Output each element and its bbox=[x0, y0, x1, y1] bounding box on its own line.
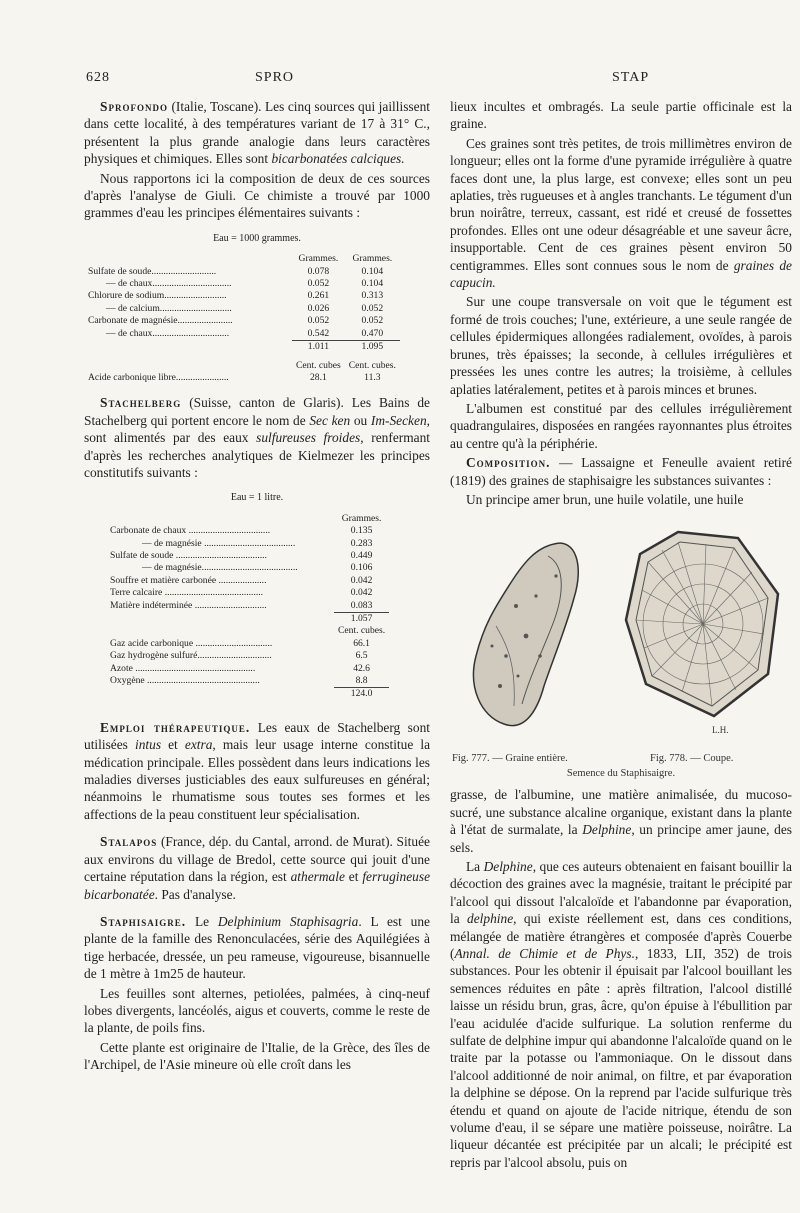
entry-text: ou bbox=[350, 412, 371, 428]
running-head-right: STAP bbox=[612, 70, 650, 85]
table-cell: 0.052 bbox=[307, 278, 330, 290]
table-cell: 0.042 bbox=[350, 587, 373, 599]
paragraph-text: , 1833, LII, 352) de trois substances. Pour les obtenir il épuisait par l'alcool bouillant les semences réduites en pâte : après filtration, l'alcool distillé laisse un résidu brun, gras, âcre, qu'on épuise à l'ébullition par l'eau acidulée d'acide sulfurique. La solution renferme du sulfate de delphine impur qui abandonne l'alcaloïde quand on le traite par la potasse ou l'ammoniaque. On le dissout dans l'alcool additionné de noir animal, on filtre, et par évaporation la delphine se dépose. On la reprend par l'acide sulfurique très étendu et quand on ajoute de l'acide nitrique, étendu de son volume d'eau, il se sépare une matière poisseuse, noirâtre. La liqueur décantée est précipitée par un alcali; le précipité est repris par l'alcool absolu, puis on bbox=[450, 946, 793, 1170]
table-cell: Acide carbonique libre...................... bbox=[88, 371, 229, 383]
table-cell: Carbonate de chaux .................................. bbox=[110, 525, 271, 537]
composition-table-giuli bbox=[84, 253, 400, 384]
table-cell: 0.283 bbox=[350, 537, 373, 549]
table-row bbox=[106, 675, 389, 688]
table-cell: 0.052 bbox=[307, 315, 330, 327]
whole-seed-illustration bbox=[456, 536, 606, 736]
entry-emphasis: intus bbox=[134, 737, 162, 753]
table-header bbox=[84, 253, 292, 265]
table-cell: Carbonate de magnésie....................... bbox=[88, 315, 233, 327]
entry-text: et bbox=[161, 737, 185, 753]
paragraph bbox=[450, 135, 792, 292]
table-cell: Cent. cubes bbox=[296, 359, 341, 371]
table-cell: — de magnésie ...................................... bbox=[142, 537, 296, 549]
table-header-row bbox=[106, 513, 389, 525]
illustrator-initials: L.H. bbox=[712, 725, 729, 736]
table-cell: 1.011 bbox=[292, 341, 345, 354]
table-row bbox=[106, 638, 389, 650]
entry-emphasis: ferrugineuse bicarbonatée bbox=[84, 869, 431, 902]
table-row bbox=[84, 315, 400, 327]
entry-text: (Italie, Toscane). Les cinq sources qui jaillissent dans cette localité, à des températures variant de 17 à 31° C., présentent la plus grande analogie dans leurs caractères physiques et chimiques. Elles sont bbox=[84, 99, 430, 167]
entry-term: Stalapos bbox=[100, 834, 158, 850]
table-cell: 28.1 bbox=[309, 371, 327, 383]
paragraph-text: Ces graines sont très petites, de trois millimètres environ de longueur; elles ont la forme d'une pyramide irrégulière à quatre faces dont une, la plus large, est convexe; elles sont un peu aplaties, très rugueuses et à angles tranchants. Le tégument d'un brun noirâtre, terreux, cassant, est ridé et creusé de fossettes profondes. Elles ont une odeur désagréable et une saveur âcre, insupportable. Cent de ces graines pèsent environ 50 centigrammes. Elles sont connues sous le nom de bbox=[450, 135, 792, 273]
table-caption: Eau = 1 litre. bbox=[230, 492, 284, 504]
entry-text: (France, dép. du Cantal, arrond. de Murat). Située aux environs du village de Bredol, cette source qui jouit d'une certaine réputation dans la région, est bbox=[84, 834, 430, 885]
table-cell: Gaz acide carbonique ................................ bbox=[110, 637, 273, 649]
table-cell: Sulfate de soude........................... bbox=[88, 265, 217, 277]
table-cell: 11.3 bbox=[364, 371, 381, 383]
table-row bbox=[106, 525, 389, 537]
paragraph: Les feuilles sont alternes, petiolées, palmées, à cinq-neuf lobes divergents, lancéolés, aigus et couverts, comme le reste de la plante, de poils fins. bbox=[84, 985, 430, 1036]
entry-term: Sprofondo bbox=[100, 99, 168, 114]
table-cell: Matière indéterminée .............................. bbox=[110, 599, 267, 611]
table-row bbox=[84, 278, 400, 290]
left-column bbox=[84, 98, 430, 1076]
table-cell: Azote .................................................. bbox=[110, 662, 256, 674]
entry-text: , sont alimentés par des eaux bbox=[84, 412, 431, 446]
figure-777-caption: Fig. 777. — Graine entière. bbox=[452, 753, 568, 765]
table-row bbox=[106, 663, 389, 675]
entry-emphasis: Im-Secken bbox=[370, 412, 427, 428]
entry-emphasis: bicarbonatées calciques. bbox=[271, 151, 405, 167]
table-cell: 0.449 bbox=[350, 549, 373, 561]
table-cell: 0.078 bbox=[307, 265, 330, 277]
table-cell: 0.261 bbox=[307, 290, 330, 302]
table-row bbox=[84, 372, 400, 384]
paragraph: L'albumen est constitué par des cellules irrégulièrement quadrangulaires, disposées en rangées rayonnantes plus étroites au centre qu'à la périphérie. bbox=[450, 400, 792, 451]
entry-composition bbox=[450, 454, 792, 489]
table-cell: 0.042 bbox=[350, 574, 373, 586]
paragraph: Un principe amer brun, une huile volatile, une huile bbox=[466, 491, 744, 507]
paragraph bbox=[450, 858, 792, 1171]
table-cell: 0.106 bbox=[350, 562, 373, 574]
table-row bbox=[106, 650, 389, 662]
table-cell: 66.1 bbox=[353, 637, 370, 649]
entry-emphasis: athermale bbox=[290, 869, 345, 885]
entry-text: Les eaux de Stachelberg sont utilisées bbox=[84, 719, 431, 753]
table-cell: 0.083 bbox=[350, 599, 373, 611]
table-row bbox=[84, 266, 400, 278]
table-header: Grammes. bbox=[298, 253, 339, 265]
table-cell: Oxygène ............................................... bbox=[110, 675, 260, 687]
table-cell: Cent. cubes. bbox=[348, 359, 396, 371]
table-cell: 0.313 bbox=[361, 290, 384, 302]
table-units-row bbox=[106, 625, 389, 637]
paragraph-emphasis: Delphine bbox=[483, 858, 533, 874]
figure-778-caption: Fig. 778. — Coupe. bbox=[650, 753, 734, 765]
entry-stachelberg bbox=[84, 394, 430, 481]
entry-text: . Pas d'analyse. bbox=[154, 886, 236, 902]
table-cell: 0.052 bbox=[361, 315, 384, 327]
table-cell bbox=[84, 354, 292, 372]
paragraph: Cette plante est originaire de l'Italie, de la Grèce, des îles de l'Archipel, de l'Asie mineure où elle croît dans les bbox=[84, 1039, 430, 1073]
entry-text: , renfermant d'après les recherches analytiques de Kielmezer les principes constitutifs suivants : bbox=[84, 430, 431, 480]
entry-emphasis: extra bbox=[184, 737, 213, 753]
figure-block bbox=[450, 518, 792, 748]
paragraph-emphasis: graines de capucin. bbox=[450, 257, 792, 291]
table-cell: Gaz hydrogène sulfuré............................... bbox=[110, 650, 272, 662]
table-total-row bbox=[106, 613, 389, 626]
table-cell: 0.135 bbox=[350, 525, 373, 537]
table-row bbox=[84, 303, 400, 315]
entry-stalapos bbox=[84, 833, 430, 903]
running-head-left: SPRO bbox=[255, 70, 295, 85]
table-total-row bbox=[84, 341, 400, 354]
table-cell: — de magnésie........................................ bbox=[142, 562, 298, 574]
table-row bbox=[106, 575, 389, 587]
table-row bbox=[106, 538, 389, 550]
table-cell: — de calcium.............................. bbox=[106, 302, 232, 314]
paragraph-text: La bbox=[466, 858, 484, 874]
entry-text: (Suisse, canton de Glaris). Les Bains de Stachelberg qui portent encore le nom de bbox=[84, 395, 430, 428]
table-row bbox=[106, 587, 389, 599]
table-row bbox=[84, 290, 400, 302]
entry-text: , mais leur usage interne constitue la médication principale. Elles possèdent dans leurs indications les maladies diverses justiciables des eaux sulfureuses en général; néanmoins le rhumatisme sous toutes ses formes et les affections de la peau constituent leur spécialisation. bbox=[84, 737, 431, 822]
table-cell: — de chaux................................ bbox=[106, 327, 230, 339]
paragraph-emphasis: Delphine bbox=[582, 822, 632, 838]
table-header: Grammes. bbox=[352, 253, 393, 265]
seed-cross-section-illustration bbox=[618, 524, 788, 724]
table-cell: 0.104 bbox=[361, 278, 384, 290]
table-units-row bbox=[84, 354, 400, 372]
table-cell: 0.542 bbox=[307, 327, 330, 339]
figure-captions bbox=[450, 752, 792, 786]
entry-term: Staphisaigre. bbox=[100, 913, 187, 929]
paragraph-text: , que ces auteurs obtenaient en faisant bouillir la décoction des graines avec la magnésie, traitant le précipité par l'alcool qui dissout l'alcaloïde et l'abandonne par évaporation, la bbox=[450, 858, 792, 927]
entry-term: Emploi thérapeutique. bbox=[100, 719, 251, 735]
table-row bbox=[106, 550, 389, 562]
table-cell: 124.0 bbox=[334, 688, 389, 701]
paragraph: lieux incultes et ombragés. La seule partie officinale est la graine. bbox=[450, 99, 792, 132]
table-cell: 0.026 bbox=[307, 302, 330, 314]
entry-emphasis: Delphinium Staphisagria bbox=[217, 913, 359, 929]
entry-emploi-therapeutique bbox=[84, 719, 430, 823]
table-header-row bbox=[84, 253, 400, 265]
entry-emphasis: Sec ken bbox=[309, 412, 351, 428]
entry-text: et bbox=[344, 869, 363, 885]
table-cell: 6.5 bbox=[355, 650, 368, 662]
entry-text: — Lassaigne et Feneulle avaient retiré (1819) des graines de staphisaigre les substances suivantes : bbox=[450, 455, 792, 488]
table-row bbox=[106, 600, 389, 613]
entry-sprofondo bbox=[84, 98, 430, 168]
table-cell: 8.8 bbox=[355, 675, 368, 687]
table-cell: Cent. cubes. bbox=[338, 625, 386, 637]
paragraph: Sur une coupe transversale on voit que le tégument est formé de trois couches; l'une, extérieure, a une seule rangée de cellules épidermiques allongées radialement, ovoïdes, à parois brunes, très épaisses; la seconde, à cellules irrégulières et pressées les unes contre les autres; la troisième, à cellules aplaties latéralement, petites et à parois minces et brunes. bbox=[450, 294, 792, 397]
entry-staphisaigre bbox=[84, 913, 430, 983]
table-caption: Eau = 1000 grammes. bbox=[213, 232, 301, 244]
table-cell: Souffre et matière carbonée .................... bbox=[110, 574, 267, 586]
table-cell: Chlorure de sodium.......................... bbox=[88, 290, 227, 302]
table-cell: 0.052 bbox=[361, 302, 384, 314]
table-total-row bbox=[106, 688, 389, 701]
table-cell: Terre calcaire ......................................... bbox=[110, 587, 264, 599]
entry-term: Stachelberg bbox=[100, 395, 182, 411]
paragraph-text: , un principe amer jaune, des sels. bbox=[450, 822, 792, 855]
table-row bbox=[106, 562, 389, 574]
table-cell: 0.470 bbox=[361, 327, 384, 339]
table-cell: 1.057 bbox=[334, 613, 389, 626]
paragraph-emphasis: delphine bbox=[467, 911, 514, 927]
composition-table-kielmezer bbox=[106, 513, 389, 701]
entry-text: . L est une plante de la famille des Renonculacées, série des Aquilégiées à tige herbacée, dressée, un peu rameuse, vigoureuse, bisannuelle de 1 mètre à 1m25 de hauteur. bbox=[84, 913, 430, 982]
table-cell: — de chaux................................. bbox=[106, 278, 232, 290]
paragraph bbox=[450, 786, 792, 856]
entry-term: Composition. bbox=[466, 455, 551, 471]
table-header: Grammes. bbox=[341, 512, 382, 524]
entry-text: Le bbox=[186, 913, 218, 929]
figure-subcaption: Semence du Staphisaigre. bbox=[566, 768, 676, 780]
table-row bbox=[84, 328, 400, 341]
table-cell: 1.095 bbox=[345, 341, 400, 354]
entry-emphasis: sulfureuses froides bbox=[256, 430, 361, 446]
table-cell: Sulfate de soude ...................................... bbox=[110, 549, 267, 561]
table-cell: 0.104 bbox=[361, 265, 384, 277]
paragraph-emphasis: Annal. de Chimie et de Phys. bbox=[454, 946, 635, 961]
right-column bbox=[450, 98, 792, 1173]
page-number: 628 bbox=[86, 70, 110, 85]
table-cell bbox=[84, 341, 292, 354]
paragraph-text: grasse, de l'albumine, une matière animalisée, du mucoso-sucré, une substance alcaline organique, existant dans la plante à l'état de surmalate, la bbox=[450, 787, 792, 838]
table-cell: 42.6 bbox=[353, 662, 370, 674]
paragraph-text: , qui existe réellement est, dans ces conditions, mélangée de matière étrangères et composée d'après Couerbe ( bbox=[450, 911, 792, 961]
paragraph: Nous rapportons ici la composition de deux de ces sources d'après l'analyse de Giuli. Ce chimiste a trouvé par 1000 grammes d'eau les principes élémentaires suivants : bbox=[84, 170, 430, 221]
